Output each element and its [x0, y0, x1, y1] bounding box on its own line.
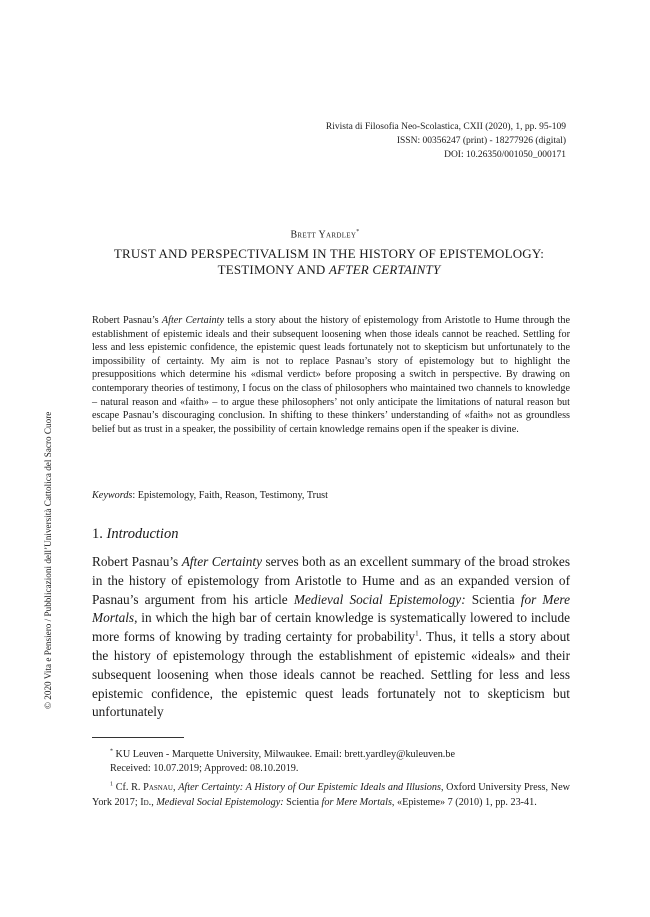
title-line-1: TRUST AND PERSPECTIVALISM IN THE HISTORY OF EPISTEMOLOGY: [113, 246, 545, 261]
footnote-text: , Oxford University Press, New York 2017; [92, 782, 570, 808]
footnote-text: Cf. R. [113, 782, 144, 794]
keywords-label: Keywords [92, 490, 133, 501]
footnote-book-title: After Certainty: A History of Our Epistemic Ideals and Illusions [178, 782, 441, 794]
body-text-run: . Thus, it tells a story about the history of epistemology through the establishment of epistemic «ideals» and their subsequent loosening when those ideals cannot be reached. Settling for less and less epistemic confidence, the epistemic quest leads fortunately not to skepticism but unfortunately [92, 629, 570, 720]
keywords-values: : Epistemology, Faith, Reason, Testimony, Trust [132, 490, 328, 501]
body-text-run: serves both as an excellent summary of the broad strokes in the history of epistemology from Aristotle to Hume and as an expanded version of Pasnau’s argument from his article [92, 554, 570, 607]
body-paragraph [92, 553, 570, 722]
abstract [92, 314, 570, 436]
abstract-text [92, 314, 570, 436]
section-title: Introduction [106, 526, 179, 542]
footnote-ref[interactable]: 1 [415, 629, 419, 638]
title-line-2 [88, 262, 570, 278]
footnote-marker: 1 [110, 782, 113, 789]
journal-citation: Rivista di Filosofia Neo-Scolastica, CXII (2020), 1, pp. 95-109 [325, 122, 566, 132]
journal-header [246, 120, 566, 162]
footnote-marker: * [110, 748, 113, 755]
body-article-title-cont: for Mere Mortals [92, 591, 570, 626]
body-book-title: After Certainty [181, 554, 262, 569]
body-text [92, 553, 570, 722]
body-text-run: Scientia [465, 591, 521, 607]
title-book-name: AFTER CERTAINTY [328, 262, 441, 277]
side-copyright: © 2020 Vita e Pensiero / Pubblicazioni dell’Università Cattolica del Sacro Cuore [43, 411, 53, 709]
author-footnote-marker: * [356, 229, 360, 235]
footnote-text: , [172, 782, 179, 794]
title-line-2-prefix: TESTIMONY AND [217, 262, 329, 277]
footnote-affiliation: KU Leuven - Marquette University, Milwaukee. Email: brett.yardley@kuleuven.be [113, 749, 455, 760]
section-number: 1. [92, 526, 107, 542]
footnote-1 [92, 781, 570, 809]
footnote-article-title: Medieval Social Epistemology: [156, 796, 284, 808]
footnote-author [92, 748, 570, 776]
author-name-text: Brett Yardley [290, 229, 357, 241]
article-title [88, 246, 570, 278]
footnote-author-line-1 [110, 748, 570, 762]
body-text-run: Robert Pasnau’s [92, 554, 182, 569]
footnotes [92, 748, 570, 815]
footnote-divider [92, 737, 184, 738]
footnote-author-name: Pasnau [143, 782, 173, 794]
abstract-book-title: After Certainty [161, 315, 224, 326]
body-text-run: , in which the high bar of certain knowledge is systematically lowered to include more forms of knowing by trading certainty for probability [92, 610, 570, 645]
footnote-text: , «Episteme» 7 (2010) 1, pp. 23-41. [391, 796, 537, 808]
footnote-1-indent [92, 782, 110, 793]
footnote-article-title-cont: for Mere Mortals [321, 796, 392, 808]
footnote-ibid: Id. [140, 796, 152, 808]
footnote-text: Scientia [283, 796, 322, 808]
keywords [92, 489, 570, 503]
body-article-title: Medieval Social Epistemology: [293, 591, 466, 607]
section-heading [92, 525, 178, 543]
abstract-start: Robert Pasnau’s [92, 315, 162, 326]
journal-doi: DOI: 10.26350/001050_000171 [444, 150, 566, 160]
author-name [0, 229, 650, 240]
abstract-rest: tells a story about the history of epistemology from Aristotle to Hume through the establishment of epistemic ideals and their subsequent loosening when those ideals cannot be reached. Settling for less and less epistemic confidence, the epistemic quest leads fortunately not to skepticism but unfortunately to the impossibility of certainty. My aim is not to replace Pasnau’s story of epistemology but to highlight the presuppositions which determine his «dismal verdict» before proposing a switch in perspective. By drawing on contemporary theories of testimony, I focus on the class of philosophers who maintained two channels to knowledge – natural reason and «faith» – to argue these philosophers’ not only anticipate the limitations of natural reason but escape Pasnau’s discouraging conclusion. In shifting to these thinkers’ understanding of «faith» not as groundless belief but as trust in a speaker, the possibility of certain knowledge remains open if the speaker is divine. [92, 315, 570, 435]
journal-issn: ISSN: 00356247 (print) - 18277926 (digital) [396, 136, 566, 146]
footnote-dates: Received: 10.07.2019; Approved: 08.10.2019. [110, 763, 299, 775]
footnote-text: , [151, 796, 157, 808]
